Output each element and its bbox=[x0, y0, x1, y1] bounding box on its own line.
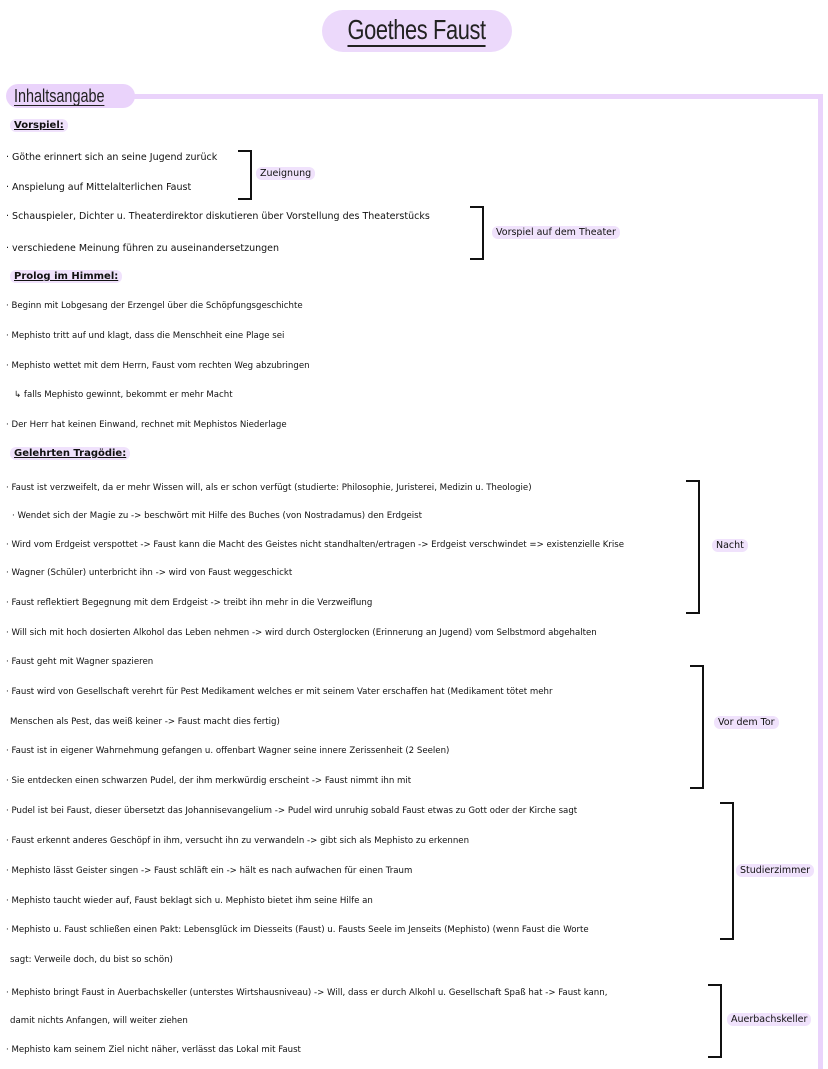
note-line: · Göthe erinnert sich an seine Jugend zurück bbox=[6, 152, 218, 163]
note-line: · verschiedene Meinung führen zu auseinandersetzungen bbox=[6, 243, 280, 254]
bracket-zueignung bbox=[238, 150, 252, 200]
bracket-auerbachskeller bbox=[708, 984, 722, 1058]
bracket-nacht bbox=[686, 480, 700, 614]
note-line: · Sie entdecken einen schwarzen Pudel, der ihm merkwürdig erscheint -> Faust nimmt ihn mit bbox=[6, 776, 412, 786]
subsection-gelehrtentragoedie: Gelehrten Tragödie: bbox=[10, 447, 130, 460]
subsection-prolog: Prolog im Himmel: bbox=[10, 270, 122, 283]
label-nacht: Nacht bbox=[712, 539, 748, 552]
bracket-studierzimmer bbox=[720, 802, 734, 940]
note-line: · Mephisto tritt auf und klagt, dass die Menschheit eine Plage sei bbox=[6, 331, 285, 341]
section-heading: Inhaltsangabe bbox=[14, 85, 105, 106]
note-line: Menschen als Pest, das weiß keiner -> Faust macht dies fertig) bbox=[10, 717, 280, 727]
note-line: · Der Herr hat keinen Einwand, rechnet mit Mephistos Niederlage bbox=[6, 420, 287, 430]
note-line: · Wagner (Schüler) unterbricht ihn -> wird von Faust weggeschickt bbox=[6, 568, 293, 578]
note-line: · Mephisto wettet mit dem Herrn, Faust vom rechten Weg abzubringen bbox=[6, 361, 310, 371]
label-auerbachskeller: Auerbachskeller bbox=[727, 1013, 811, 1026]
note-line: · Mephisto lässt Geister singen -> Faust schläft ein -> hält es nach aufwachen für einen Traum bbox=[6, 866, 413, 876]
note-line: · Faust reflektiert Begegnung mit dem Erdgeist -> treibt ihn mehr in die Verzweiflung bbox=[6, 598, 373, 608]
bracket-vorspiel-theater bbox=[470, 206, 484, 260]
label-vorspiel-theater: Vorspiel auf dem Theater bbox=[492, 226, 620, 239]
note-line: · Faust wird von Gesellschaft verehrt für Pest Medikament welches er mit seinem Vater erschaffen hat (Medikament tötet mehr bbox=[6, 687, 553, 697]
note-line: · Beginn mit Lobgesang der Erzengel über die Schöpfungsgeschichte bbox=[6, 301, 303, 311]
label-vor-dem-tor: Vor dem Tor bbox=[714, 716, 779, 729]
note-line: · Mephisto kam seinem Ziel nicht näher, verlässt das Lokal mit Faust bbox=[6, 1045, 301, 1055]
label-studierzimmer: Studierzimmer bbox=[736, 864, 814, 877]
note-line: · Schauspieler, Dichter u. Theaterdirektor diskutieren über Vorstellung des Theaterstücks bbox=[6, 211, 430, 222]
note-line: · Faust erkennt anderes Geschöpf in ihm, versucht ihn zu verwandeln -> gibt sich als Mephisto zu erkennen bbox=[6, 836, 470, 846]
frame-line-right bbox=[818, 94, 823, 1069]
note-line: · Mephisto taucht wieder auf, Faust beklagt sich u. Mephisto bietet ihm seine Hilfe an bbox=[6, 896, 373, 906]
subsection-vorspiel: Vorspiel: bbox=[10, 119, 68, 132]
note-line: · Pudel ist bei Faust, dieser übersetzt das Johannisevangelium -> Pudel wird unruhig sobald Faust etwas zu Gott oder der Kirche sagt bbox=[6, 806, 578, 816]
page-title: Goethes Faust bbox=[347, 14, 487, 45]
note-line: · Faust geht mit Wagner spazieren bbox=[6, 657, 154, 667]
note-line: ↳ falls Mephisto gewinnt, bekommt er mehr Macht bbox=[14, 390, 233, 400]
section-heading-highlight bbox=[6, 84, 135, 108]
note-line: · Wird vom Erdgeist verspottet -> Faust kann die Macht des Geistes nicht standhalten/ertragen -> Erdgeist verschwindet => existenzielle Krise bbox=[6, 540, 625, 550]
title-highlight bbox=[322, 10, 512, 52]
note-line: · Faust ist verzweifelt, da er mehr Wissen will, als er schon verfügt (studierte: Philosophie, Juristerei, Medizin u. Theologie) bbox=[6, 483, 532, 493]
note-line: · Will sich mit hoch dosierten Alkohol das Leben nehmen -> wird durch Osterglocken (Erinnerung an Jugend) vom Selbstmord abgehalten bbox=[6, 628, 597, 638]
frame-line-top bbox=[100, 94, 822, 99]
bracket-vor-dem-tor bbox=[690, 665, 704, 789]
note-line: · Anspielung auf Mittelalterlichen Faust bbox=[6, 182, 192, 193]
note-line: · Mephisto bringt Faust in Auerbachskeller (unterstes Wirtshausniveau) -> Will, dass er durch Alkohl u. Gesellschaft Spaß hat -> Faust kann, bbox=[6, 988, 608, 998]
note-line: · Wendet sich der Magie zu -> beschwört mit Hilfe des Buches (von Nostradamus) den Erdgeist bbox=[12, 511, 422, 521]
note-line: · Faust ist in eigener Wahrnehmung gefangen u. offenbart Wagner seine innere Zerissenheit (2 Seelen) bbox=[6, 746, 450, 756]
note-line: sagt: Verweile doch, du bist so schön) bbox=[10, 955, 173, 965]
note-line: · Mephisto u. Faust schließen einen Pakt: Lebensglück im Diesseits (Faust) u. Fausts Seele im Jenseits (Mephisto) (wenn Faust die Worte bbox=[6, 925, 589, 935]
note-line: damit nichts Anfangen, will weiter ziehen bbox=[10, 1016, 188, 1026]
label-zueignung: Zueignung bbox=[256, 167, 315, 180]
